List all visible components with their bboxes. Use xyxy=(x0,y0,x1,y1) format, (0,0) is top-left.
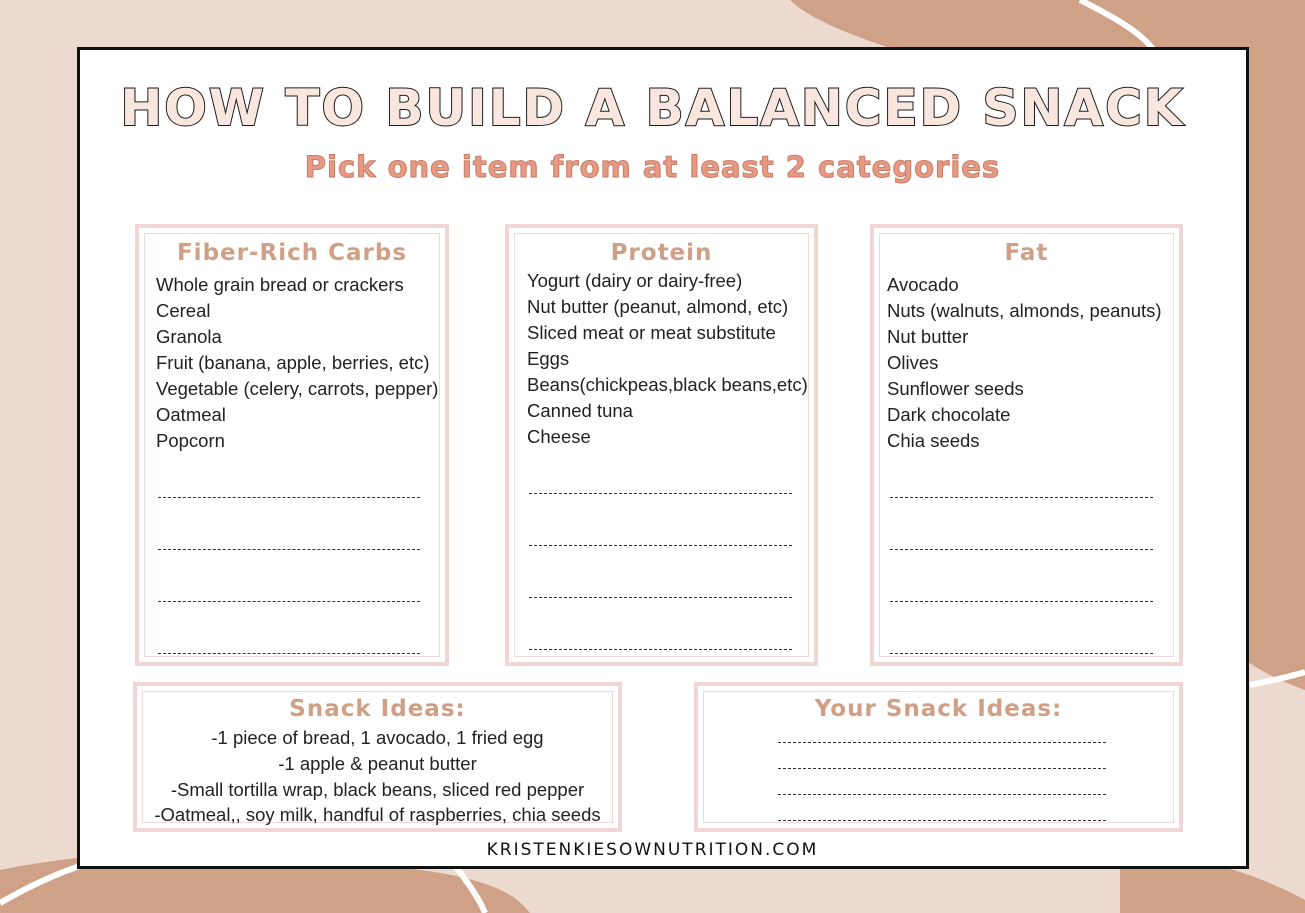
snack-idea: -Small tortilla wrap, black beans, sliced red pepper xyxy=(170,779,585,800)
category-box-carbs xyxy=(135,224,449,666)
list-item: Sunflower seeds xyxy=(887,378,1024,399)
list-item: Fruit (banana, apple, berries, etc) xyxy=(156,352,430,373)
write-in-line[interactable] xyxy=(158,653,420,654)
write-in-line[interactable] xyxy=(890,549,1153,550)
snack-ideas-box xyxy=(133,682,622,832)
list-item: Yogurt (dairy or dairy-free) xyxy=(527,270,743,291)
snack-idea: -1 apple & peanut butter xyxy=(278,753,477,774)
write-in-line[interactable] xyxy=(529,545,792,546)
list-item: Beans(chickpeas,black beans,etc) xyxy=(527,374,808,395)
page-subtitle: Pick one item from at least 2 categories xyxy=(304,150,1001,184)
list-item: Nut butter (peanut, almond, etc) xyxy=(527,296,789,317)
category-title-fat: Fat xyxy=(1004,240,1049,266)
write-in-line[interactable] xyxy=(529,493,792,494)
list-item: Cheese xyxy=(527,426,591,447)
list-item: Avocado xyxy=(887,274,959,295)
write-in-line[interactable] xyxy=(158,549,420,550)
footer-website: KRISTENKIESOWNUTRITION.COM xyxy=(486,840,819,860)
page-title: HOW TO BUILD A BALANCED SNACK xyxy=(120,79,1185,137)
item-list-protein xyxy=(527,268,808,450)
list-item: Eggs xyxy=(527,348,570,369)
snack-idea: -1 piece of bread, 1 avocado, 1 fried egg xyxy=(211,727,544,748)
your-snack-ideas-box xyxy=(694,682,1183,832)
list-item: Nuts (walnuts, almonds, peanuts) xyxy=(887,300,1162,321)
category-box-fat xyxy=(870,224,1183,666)
write-in-line[interactable] xyxy=(529,649,792,650)
list-item: Sliced meat or meat substitute xyxy=(527,322,776,343)
category-box-protein xyxy=(505,224,818,666)
write-in-line[interactable] xyxy=(890,653,1153,654)
list-item: Cereal xyxy=(156,300,211,321)
write-in-line[interactable] xyxy=(778,742,1106,743)
snack-idea: -Oatmeal,, soy milk, handful of raspberries, chia seeds xyxy=(154,804,601,825)
category-title-carbs: Fiber-Rich Carbs xyxy=(176,240,408,266)
write-in-line[interactable] xyxy=(158,601,420,602)
list-item: Olives xyxy=(887,352,939,373)
list-item: Oatmeal xyxy=(156,404,226,425)
write-in-line[interactable] xyxy=(890,497,1153,498)
list-item: Whole grain bread or crackers xyxy=(156,274,404,295)
your-snack-ideas-title: Your Snack Ideas: xyxy=(814,696,1063,722)
write-in-line[interactable] xyxy=(778,820,1106,821)
list-item: Popcorn xyxy=(156,430,225,451)
write-in-line[interactable] xyxy=(890,601,1153,602)
category-title-protein: Protein xyxy=(610,240,713,266)
list-item: Granola xyxy=(156,326,222,347)
list-item: Dark chocolate xyxy=(887,404,1011,425)
write-in-line[interactable] xyxy=(778,794,1106,795)
write-in-line[interactable] xyxy=(778,768,1106,769)
list-item: Vegetable (celery, carrots, pepper) xyxy=(156,378,439,399)
list-item: Nut butter xyxy=(887,326,969,347)
write-in-line[interactable] xyxy=(529,597,792,598)
item-list-carbs xyxy=(156,272,438,454)
snack-ideas-title: Snack Ideas: xyxy=(289,696,466,722)
list-item: Chia seeds xyxy=(887,430,980,451)
list-item: Canned tuna xyxy=(527,400,633,421)
item-list-fat xyxy=(887,272,1162,454)
write-in-line[interactable] xyxy=(158,497,420,498)
